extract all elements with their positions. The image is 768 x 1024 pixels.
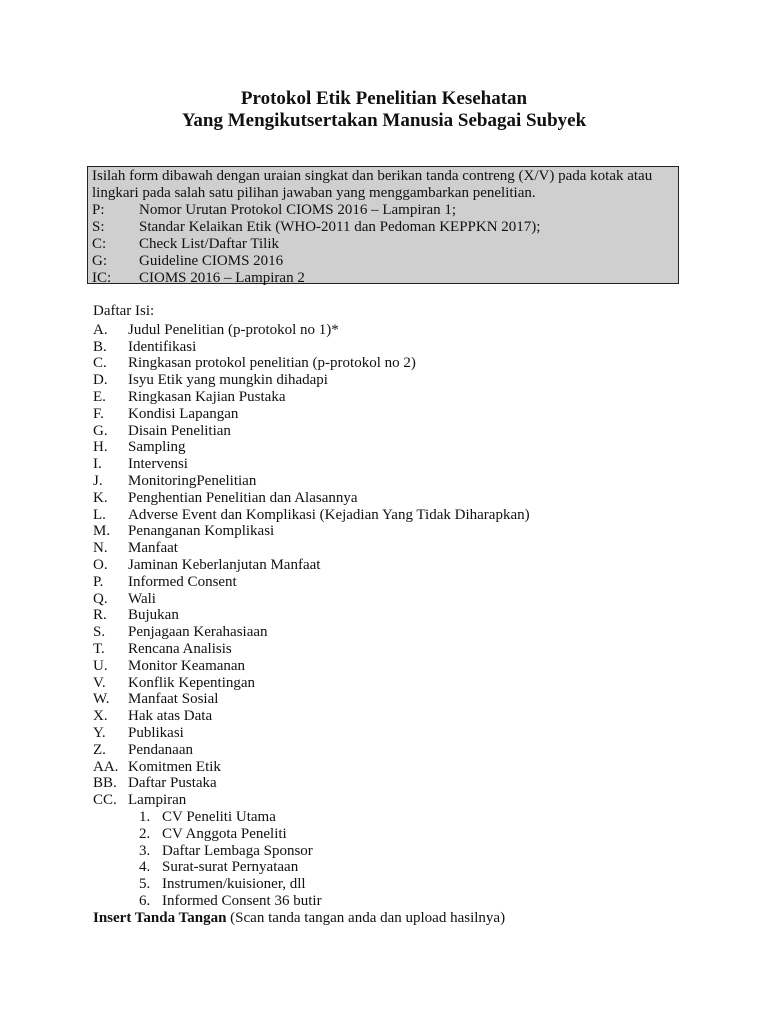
toc-item-letter: AA. xyxy=(93,758,119,775)
toc-item-letter: W. xyxy=(93,691,110,708)
toc-item xyxy=(93,339,693,356)
toc-item-letter: I. xyxy=(93,456,102,473)
attachment-sublist xyxy=(93,809,693,910)
attachment-number: 2. xyxy=(139,825,151,842)
toc-heading: Daftar Isi: xyxy=(93,303,155,319)
toc-item xyxy=(93,423,693,440)
toc-item-letter: H. xyxy=(93,439,108,456)
attachment-text: Daftar Lembaga Sponsor xyxy=(162,842,313,859)
toc-item-text: Penjagaan Kerahasiaan xyxy=(128,624,268,641)
toc-item-letter: P. xyxy=(93,573,104,590)
toc-item-letter: J. xyxy=(93,472,103,489)
toc-item-text: Rencana Analisis xyxy=(128,640,232,657)
toc-item xyxy=(93,675,693,692)
toc-item xyxy=(93,792,693,809)
attachment-text: Instrumen/kuisioner, dll xyxy=(162,876,306,893)
toc-item xyxy=(93,725,693,742)
toc-item-letter: X. xyxy=(93,708,108,725)
toc-item xyxy=(93,322,693,339)
toc-item xyxy=(93,439,693,456)
attachment-item xyxy=(93,876,693,893)
toc-item xyxy=(93,473,693,490)
attachment-text: Informed Consent 36 butir xyxy=(162,892,322,909)
toc-item-letter: E. xyxy=(93,388,106,405)
code-description: Standar Kelaikan Etik (WHO-2011 dan Pedoman KEPPKN 2017); xyxy=(139,219,541,235)
code-description: Nomor Urutan Protokol CIOMS 2016 – Lampiran 1; xyxy=(139,202,457,218)
signature-instruction xyxy=(93,910,693,927)
toc-item xyxy=(93,691,693,708)
toc-item xyxy=(93,557,693,574)
code-legend xyxy=(92,202,674,287)
table-of-contents xyxy=(93,303,693,926)
toc-item-letter: BB. xyxy=(93,775,117,792)
signature-label: Insert Tanda Tangan xyxy=(93,909,227,926)
toc-item-letter: B. xyxy=(93,338,107,355)
toc-item-text: Komitmen Etik xyxy=(128,758,221,775)
code-description: Guideline CIOMS 2016 xyxy=(139,253,284,269)
toc-item-letter: U. xyxy=(93,657,108,674)
signature-note: (Scan tanda tangan anda dan upload hasilnya) xyxy=(226,909,506,926)
toc-item-text: Sampling xyxy=(128,439,186,456)
toc-item-text: Informed Consent xyxy=(128,573,237,590)
toc-item-text: Identifikasi xyxy=(128,338,197,355)
instruction-box xyxy=(87,166,679,284)
code-label: IC: xyxy=(92,270,112,286)
code-row xyxy=(92,202,674,219)
toc-item-text: MonitoringPenelitian xyxy=(128,472,257,489)
toc-item-text: Manfaat Sosial xyxy=(128,691,219,708)
code-description: CIOMS 2016 – Lampiran 2 xyxy=(139,270,305,286)
code-row xyxy=(92,236,674,253)
toc-item-letter: N. xyxy=(93,540,108,557)
title-line-2: Yang Mengikutsertakan Manusia Sebagai Subyek xyxy=(181,110,587,131)
code-description: Check List/Daftar Tilik xyxy=(139,236,279,252)
toc-item-letter: C. xyxy=(93,355,107,372)
toc-item-letter: Q. xyxy=(93,590,108,607)
toc-item xyxy=(93,406,693,423)
toc-item xyxy=(93,641,693,658)
toc-item-text: Penghentian Penelitian dan Alasannya xyxy=(128,489,358,506)
toc-item-text: Intervensi xyxy=(128,456,188,473)
toc-item-text: Judul Penelitian (p-protokol no 1)* xyxy=(128,321,339,338)
toc-item xyxy=(93,523,693,540)
toc-item-text: Penanganan Komplikasi xyxy=(128,523,275,540)
toc-item-text: Ringkasan protokol penelitian (p-protokol no 2) xyxy=(128,355,416,372)
toc-item-letter: T. xyxy=(93,640,105,657)
toc-item xyxy=(93,708,693,725)
toc-item-text: Kondisi Lapangan xyxy=(128,405,239,422)
toc-item-text: Adverse Event dan Komplikasi (Kejadian Yang Tidak Diharapkan) xyxy=(128,506,530,523)
toc-item-letter: G. xyxy=(93,422,108,439)
toc-item-letter: Y. xyxy=(93,724,106,741)
toc-item xyxy=(93,456,693,473)
toc-item-letter: F. xyxy=(93,405,104,422)
code-row xyxy=(92,253,674,270)
toc-item-letter: K. xyxy=(93,489,108,506)
toc-item-text: Ringkasan Kajian Pustaka xyxy=(128,388,286,405)
attachment-item xyxy=(93,826,693,843)
toc-item-text: Manfaat xyxy=(128,540,178,557)
toc-item xyxy=(93,742,693,759)
toc-item xyxy=(93,591,693,608)
attachment-item xyxy=(93,893,693,910)
title-line-1: Protokol Etik Penelitian Kesehatan xyxy=(240,88,528,109)
toc-item xyxy=(93,574,693,591)
toc-item-letter: V. xyxy=(93,674,106,691)
toc-item-text: Konflik Kepentingan xyxy=(128,674,256,691)
toc-item-letter: R. xyxy=(93,607,107,624)
attachment-number: 5. xyxy=(139,876,151,893)
code-row xyxy=(92,219,674,236)
toc-item xyxy=(93,490,693,507)
toc-item xyxy=(93,355,693,372)
document-title xyxy=(0,88,768,132)
toc-item-text: Monitor Keamanan xyxy=(128,657,246,674)
toc-item-letter: O. xyxy=(93,556,108,573)
toc-item xyxy=(93,624,693,641)
toc-item-text: Pendanaan xyxy=(128,741,193,758)
toc-item-text: Publikasi xyxy=(128,724,184,741)
code-label: S: xyxy=(92,219,105,235)
attachment-number: 6. xyxy=(139,892,151,909)
toc-item xyxy=(93,372,693,389)
code-label: P: xyxy=(92,202,105,218)
toc-item-letter: CC. xyxy=(93,792,117,809)
attachment-item xyxy=(93,859,693,876)
attachment-number: 3. xyxy=(139,842,151,859)
toc-item xyxy=(93,540,693,557)
instruction-text: Isilah form dibawah dengan uraian singkat dan berikan tanda contreng (X/V) pada kotak atau lingkari pada salah satu pilihan jawaban yang menggambarkan penelitian. xyxy=(92,168,653,201)
attachment-text: Surat-surat Pernyataan xyxy=(162,859,299,876)
toc-item xyxy=(93,775,693,792)
code-label: C: xyxy=(92,236,107,252)
toc-item-text: Bujukan xyxy=(128,607,179,624)
toc-item-text: Wali xyxy=(128,590,156,607)
toc-item-text: Isyu Etik yang mungkin dihadapi xyxy=(128,372,328,389)
toc-item xyxy=(93,658,693,675)
toc-item-letter: L. xyxy=(93,506,106,523)
toc-item-text: Jaminan Keberlanjutan Manfaat xyxy=(128,556,321,573)
toc-item xyxy=(93,607,693,624)
toc-item-letter: A. xyxy=(93,321,108,338)
attachment-number: 1. xyxy=(139,808,151,825)
attachment-number: 4. xyxy=(139,859,151,876)
toc-item-letter: M. xyxy=(93,523,111,540)
code-row xyxy=(92,270,674,287)
toc-item-letter: Z. xyxy=(93,741,106,758)
toc-item-letter: S. xyxy=(93,624,106,641)
toc-item-text: Lampiran xyxy=(128,792,187,809)
toc-list xyxy=(93,322,693,809)
attachment-item xyxy=(93,843,693,860)
attachment-text: CV Peneliti Utama xyxy=(162,808,276,825)
toc-item-text: Disain Penelitian xyxy=(128,422,231,439)
toc-item-letter: D. xyxy=(93,372,108,389)
toc-item-text: Daftar Pustaka xyxy=(128,775,217,792)
attachment-item xyxy=(93,809,693,826)
code-label: G: xyxy=(92,253,107,269)
toc-item xyxy=(93,759,693,776)
attachment-text: CV Anggota Peneliti xyxy=(162,825,287,842)
toc-item xyxy=(93,389,693,406)
toc-item xyxy=(93,507,693,524)
toc-item-text: Hak atas Data xyxy=(128,708,213,725)
